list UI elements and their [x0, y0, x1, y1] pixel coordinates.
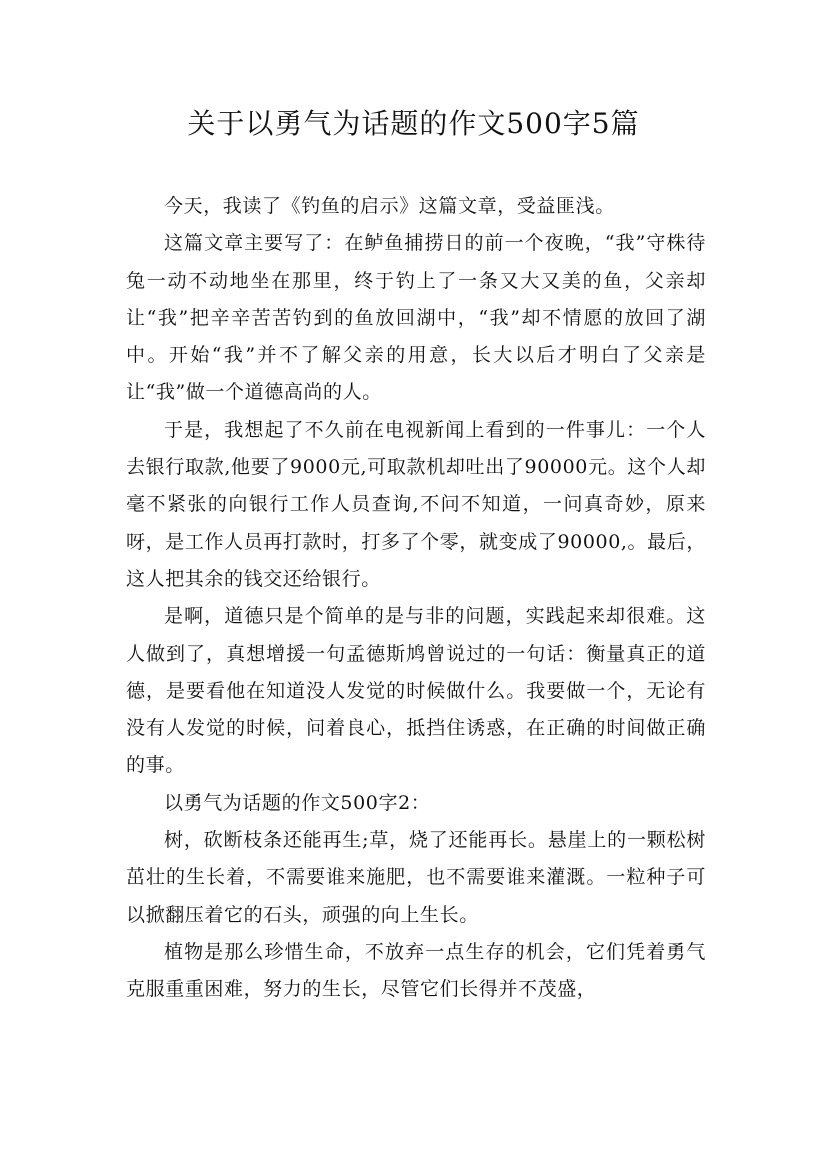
document-body: [126, 188, 706, 1009]
paragraph-1: 今天，我读了《钓鱼的启示》这篇文章，受益匪浅。: [164, 195, 615, 217]
section-heading-2: 以勇气为话题的作文500字2：: [164, 791, 431, 814]
paragraph-4: 是啊，道德只是个简单的是与非的问题，实践起来却很难。这人做到了，真想增援一句孟德斯鸠曾说过的一句话：衡量真正的道德，是要看他在知道没人发觉的时候做什么。我要做一个，无论有没有人发觉的时候，问着良心，抵挡住诱惑，在正确的时间做正确的事。: [126, 605, 706, 777]
paragraph-6: 植物是那么珍惜生命，不放弃一点生存的机会，它们凭着勇气克服重重困难，努力的生长，尽管它们长得并不茂盛，: [126, 940, 706, 1001]
paragraph-5: 树，砍断枝条还能再生;草，烧了还能再长。悬崖上的一颗松树茁壮的生长着，不需要谁来施肥，也不需要谁来灌溉。一粒种子可以掀翻压着它的石头，顽强的向上生长。: [126, 829, 706, 926]
paragraph-2: 这篇文章主要写了：在鲈鱼捕捞日的前一个夜晚，“我”守株待兔一动不动地坐在那里，终于钓上了一条又大又美的鱼，父亲却让“我”把辛辛苦苦钓到的鱼放回湖中，“我”却不情愿的放回了湖中。开始“我”并不了解父亲的用意，长大以后才明白了父亲是让“我”做一个道德高尚的人。: [126, 232, 706, 404]
document-title: 关于以勇气为话题的作文500字5篇: [187, 107, 640, 140]
paragraph-3: 于是，我想起了不久前在电视新闻上看到的一件事儿：一个人去银行取款,他要了9000元,可取款机却吐出了90000元。这个人却毫不紧张的向银行工作人员查询,不问不知道，一问真奇妙，原来呀，是工作人员再打款时，打多了个零，就变成了90000,。最后，这人把其余的钱交还给银行。: [126, 418, 706, 590]
